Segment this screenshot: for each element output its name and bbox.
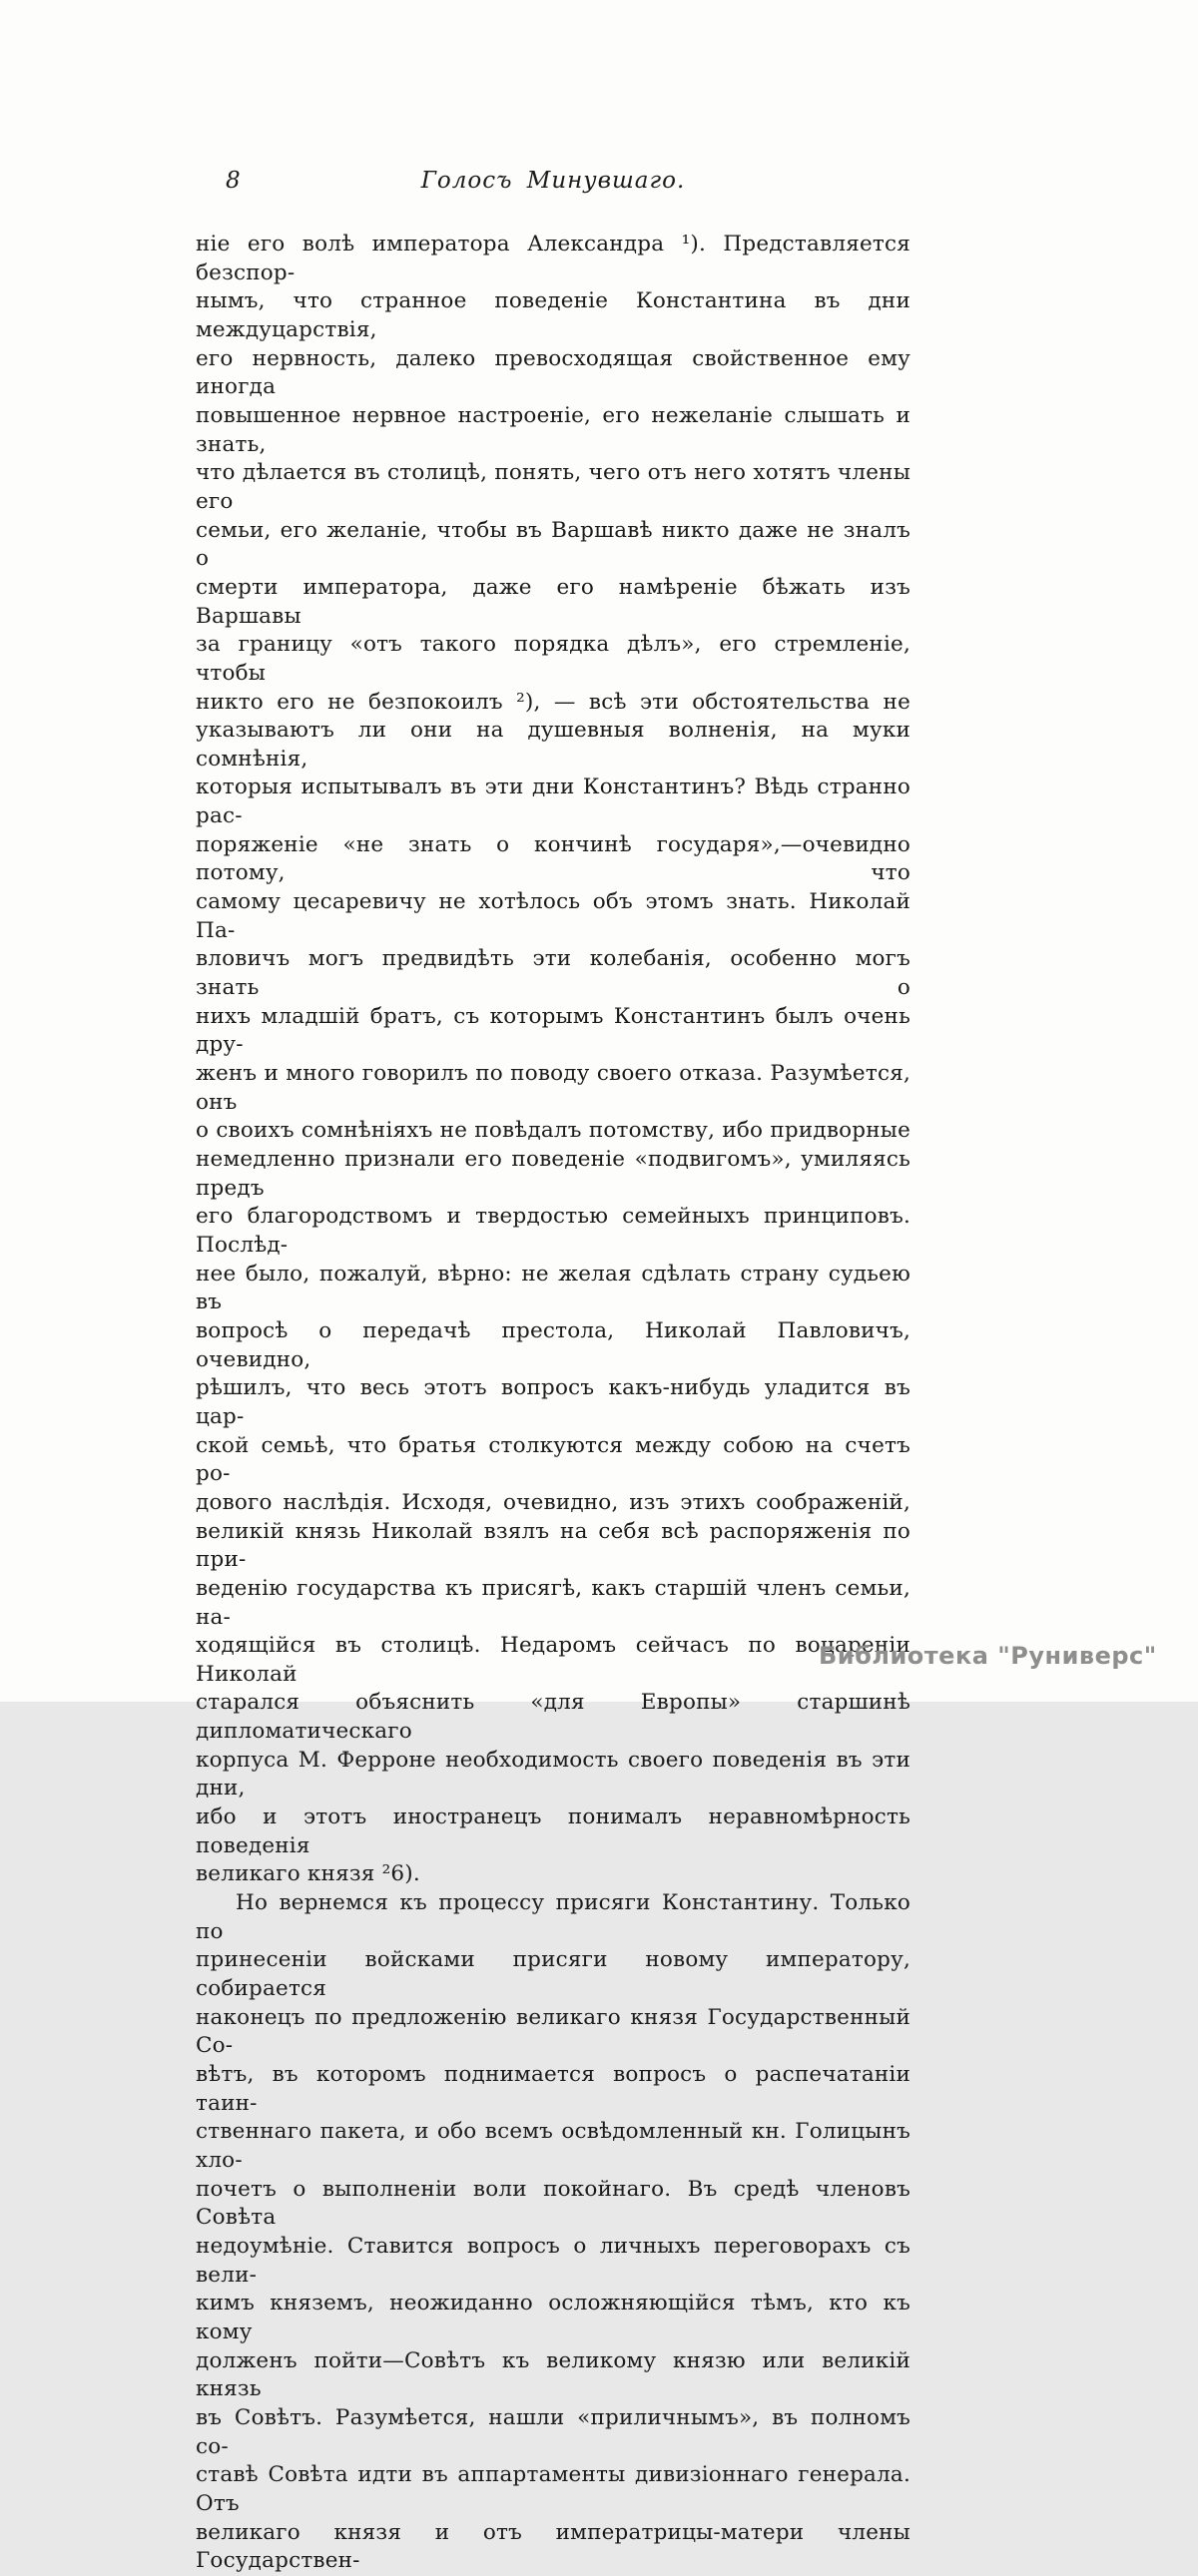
- text-line: его благородствомъ и твердостью семейныхъ принциповъ. Послѣд-: [196, 1204, 910, 1258]
- text-line: наконецъ по предложенію великаго князя Государственный Со-: [196, 2004, 910, 2059]
- text-line: самому цесаревичу не хотѣлось объ этомъ знать. Николай Па-: [196, 889, 910, 943]
- text-line: ходящійся въ столицѣ. Недаромъ сейчасъ по воцареніи Николай: [196, 1633, 910, 1687]
- body-text-block: [196, 231, 910, 2576]
- text-line: никто его не безпокоилъ ²), — всѣ эти обстоятельства не: [196, 689, 910, 715]
- text-line: великаго князя и отъ императрицы-матери члены Государствен-: [196, 2519, 910, 2574]
- text-line: ской семьѣ, что братья столкуются между собою на счетъ ро-: [196, 1432, 910, 1487]
- text-line: немедленно признали его поведеніе «подвигомъ», умиляясь предъ: [196, 1147, 910, 1201]
- text-line: его нервность, далеко превосходящая свойственное ему иногда: [196, 345, 910, 400]
- text-line: веденію государства къ присягѣ, какъ старшій членъ семьи, на-: [196, 1575, 910, 1630]
- text-line: великаго князя ²6).: [196, 1861, 420, 1887]
- text-line: ибо и этотъ иностранецъ понималъ неравномѣрность поведенія: [196, 1804, 910, 1858]
- text-line: ственнаго пакета, и обо всемъ освѣдомленный кн. Голицынъ хло-: [196, 2119, 910, 2173]
- text-line: почетъ о выполненіи воли покойнаго. Въ средѣ членовъ Совѣта: [196, 2176, 910, 2231]
- text-line: нее было, пожалуй, вѣрно: не желая сдѣлать страну судьею въ: [196, 1261, 910, 1315]
- page-number: 8: [226, 168, 241, 194]
- text-line: вѣтъ, въ которомъ поднимается вопросъ о распечатаніи таин-: [196, 2062, 910, 2116]
- text-line: смерти императора, даже его намѣреніе бѣжать изъ Варшавы: [196, 574, 910, 629]
- text-line: женъ и много говорилъ по поводу своего отказа. Разумѣется, онъ: [196, 1061, 910, 1115]
- text-line: повышенное нервное настроеніе, его нежеланіе слышать и знать,: [196, 402, 910, 457]
- text-line: корпуса М. Ферроне необходимость своего поведенія въ эти дни,: [196, 1747, 910, 1802]
- text-line: за границу «отъ такого порядка дѣлъ», его стремленіе, чтобы: [196, 632, 910, 686]
- text-line: вловичъ могъ предвидѣть эти колебанія, особенно могъ знать о: [196, 946, 910, 1001]
- text-line: ніе его волѣ императора Александра ¹). Представляется безспор-: [196, 232, 910, 285]
- text-line: семьи, его желаніе, чтобы въ Варшавѣ никто даже не зналъ о: [196, 517, 910, 572]
- text-line: нихъ младшій братъ, съ которымъ Константинъ былъ очень дру-: [196, 1003, 910, 1058]
- text-line: поряженіе «не знать о кончинѣ государя»,—очевидно потому, что: [196, 831, 910, 886]
- text-line: недоумѣніе. Ставится вопросъ о личныхъ переговорахъ съ вели-: [196, 2233, 910, 2288]
- text-line: рѣшилъ, что весь этотъ вопросъ какъ-нибудь уладится въ цар-: [196, 1375, 910, 1429]
- text-line: о своихъ сомнѣніяхъ не повѣдалъ потомству, ибо придворные: [196, 1118, 910, 1144]
- text-line: которыя испытывалъ въ эти дни Константинъ? Вѣдь странно рас-: [196, 774, 910, 829]
- text-line: нымъ, что странное поведеніе Константина въ дни междуцарствія,: [196, 288, 910, 342]
- text-line: ставѣ Совѣта идти въ аппартаменты дивизіоннаго генерала. Отъ: [196, 2462, 910, 2516]
- text-line: великій князь Николай взялъ на себя всѣ распоряженія по при-: [196, 1518, 910, 1573]
- text-line: Но вернемся къ процессу присяги Константину. Только по: [196, 1890, 910, 1944]
- text-line: старался объяснить «для Европы» старшинѣ дипломатическаго: [196, 1690, 910, 1745]
- text-line: указываютъ ли они на душевныя волненія, на муки сомнѣнія,: [196, 718, 910, 772]
- text-line: принесеніи войсками присяги новому императору, собирается: [196, 1947, 910, 2002]
- page-header: [196, 168, 910, 198]
- text-line: вопросѣ о передачѣ престола, Николай Павловичъ, очевидно,: [196, 1317, 910, 1372]
- text-line: долженъ пойти—Совѣтъ къ великому князю или великій князь: [196, 2347, 910, 2402]
- text-line: кимъ княземъ, неожиданно осложняющійся тѣмъ, кто къ кому: [196, 2291, 910, 2344]
- running-title: Голосъ Минувшаго.: [420, 168, 686, 194]
- text-line: въ Совѣтъ. Разумѣется, нашли «приличнымъ», въ полномъ со-: [196, 2404, 910, 2459]
- text-line: что дѣлается въ столицѣ, понять, чего отъ него хотятъ члены его: [196, 460, 910, 514]
- text-line: дового наслѣдія. Исходя, очевидно, изъ этихъ соображеній,: [196, 1489, 910, 1515]
- library-watermark: Библиотека "Руниверс": [819, 1642, 1157, 1670]
